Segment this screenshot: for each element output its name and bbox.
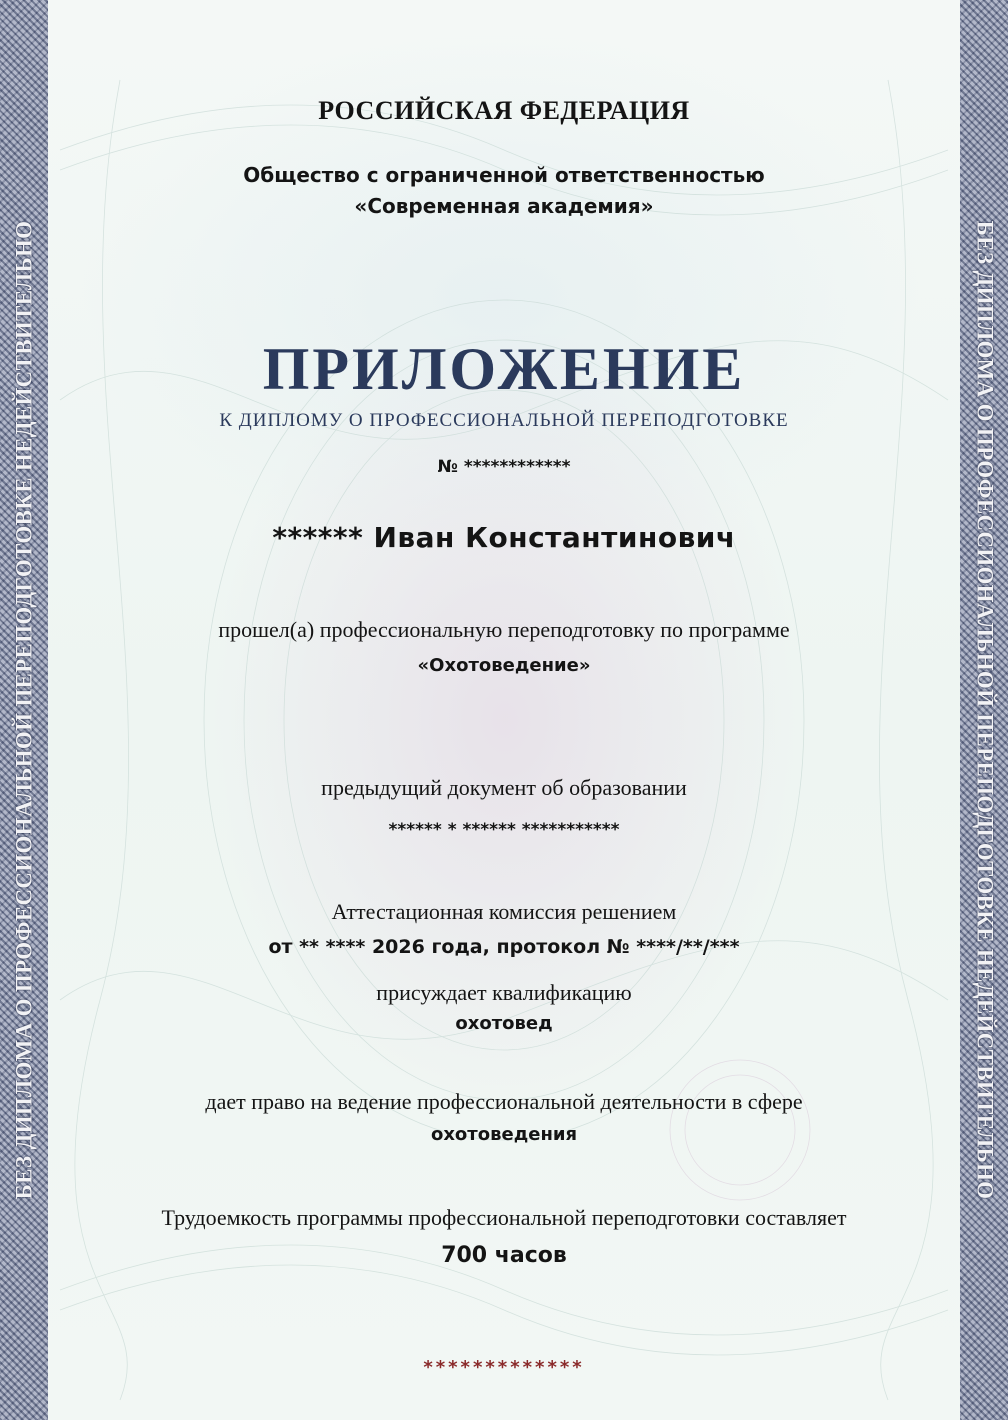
left-border-text: БЕЗ ДИПЛОМА О ПРОФЕССИОНАЛЬНОЙ ПЕРЕПОДГОТОВКЕ НЕДЕЙСТВИТЕЛЬНО [11, 220, 37, 1200]
workload-hours: 700 часов [441, 1243, 567, 1268]
rights-label: дает право на ведение профессиональной деятельности в сфере [205, 1089, 803, 1114]
commission-label: Аттестационная комиссия решением [331, 899, 677, 924]
previous-document-label: предыдущий документ об образовании [321, 775, 687, 800]
country-heading: РОССИЙСКАЯ ФЕДЕРАЦИЯ [318, 96, 690, 125]
commission-decision: от ** **** 2026 года, протокол № ****/**/*** [268, 936, 740, 958]
right-border-text: БЕЗ ДИПЛОМА О ПРОФЕССИОНАЛЬНОЙ ПЕРЕПОДГОТОВКЕ НЕДЕЙСТВИТЕЛЬНО [972, 220, 998, 1200]
recipient-name: ****** Иван Константинович [272, 521, 736, 554]
qualification-awarded-label: присуждает квалификацию [376, 980, 632, 1005]
qualification-value: охотовед [455, 1013, 553, 1034]
previous-document-value: ****** * ****** *********** [388, 820, 620, 840]
workload-label: Трудоемкость программы профессиональной переподготовки составляет [161, 1205, 847, 1230]
organization-line-2: «Современная академия» [354, 194, 654, 218]
document-title: ПРИЛОЖЕНИЕ [262, 336, 746, 402]
program-name: «Охотоведение» [417, 655, 591, 676]
serial-number: ************* [423, 1357, 585, 1378]
program-intro: прошел(а) профессиональную переподготовку по программе [218, 617, 790, 642]
document-subtitle: К ДИПЛОМУ О ПРОФЕССИОНАЛЬНОЙ ПЕРЕПОДГОТОВКЕ [219, 410, 789, 431]
rights-field: охотоведения [430, 1124, 578, 1145]
document-number: № ************ [437, 457, 571, 477]
organization-line-1: Общество с ограниченной ответственностью [243, 163, 765, 187]
